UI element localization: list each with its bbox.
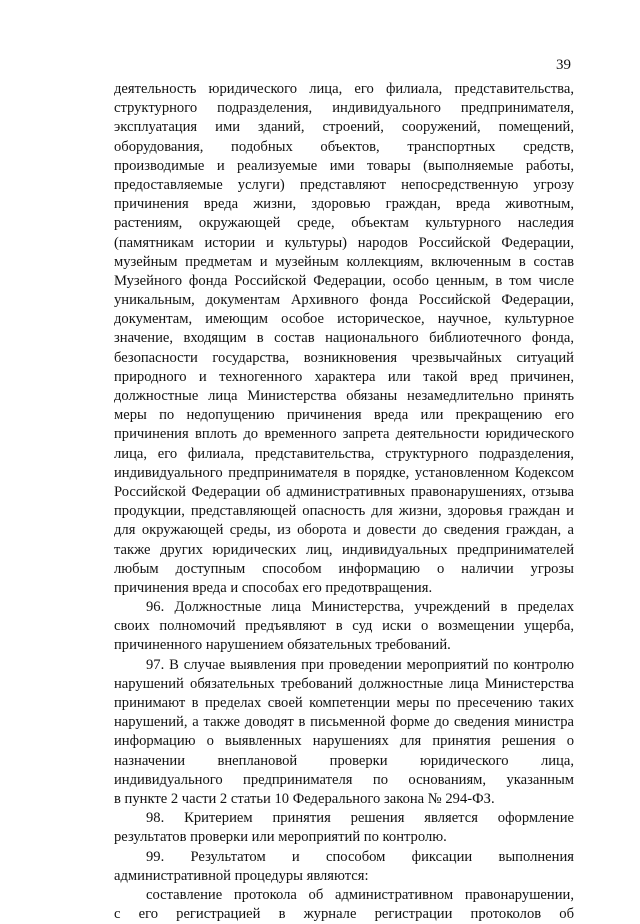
text-line: 97. В случае выявления при проведении мероприятий по контролю [146,656,574,673]
text-line: документам, имеющим особое историческое, научное, культурное [114,311,574,328]
text-line: также других юридических лиц, индивидуальных предпринимателей [114,541,574,558]
text-line: индивидуального предпринимателя в порядке, установленном Кодексом [114,464,574,481]
text-line: в пункте 2 части 2 статьи 10 Федерального закона № 294-ФЗ. [114,790,495,807]
text-line: своих полномочий предъявляют в суд иски о возмещении ущерба, [114,618,574,635]
text-line: для окружающей среды, из оборота и довести до сведения граждан, а [114,522,574,539]
text-line: деятельность юридического лица, его филиала, представительства, [114,81,574,97]
text-line: причинения вреда жизни, здоровью граждан, вреда животным, [114,196,574,213]
page-number: 39 [556,57,571,73]
text-line: результатов проверки или мероприятий по контролю. [114,829,447,846]
text-line: назначении внеплановой проверки юридического лица, [114,752,574,769]
text-line: административной процедуры являются: [114,867,369,884]
text-line: растениям, окружающей среде, объектам культурного наследия [114,215,574,232]
text-line: производимые и реализуемые ими товары (выполняемые работы, [114,157,574,174]
text-line: 98. Критерием принятия решения является оформление [146,810,574,827]
text-line: нарушений обязательных требований должностные лица Министерства [114,675,574,692]
text-line: предоставляемые услуги) представляют непосредственную угрозу [114,176,574,193]
text-line: нарушений, а также доводят в письменной форме до сведения министра [114,714,574,731]
text-line: значение, входящим в состав национального библиотечного фонда, [114,330,574,347]
text-line: информацию о выявленных нарушениях для принятия решения о [114,733,574,750]
document-body [114,80,574,924]
text-line: безопасности государства, возникновения чрезвычайных ситуаций [114,349,574,366]
text-line: составление протокола об административном правонарушении, [146,886,574,903]
text-line: структурного подразделения, индивидуального предпринимателя, [114,100,574,117]
text-line: продукции, представляющей опасность для жизни, здоровья граждан и [114,503,574,520]
text-line: принимают в пределах своей компетенции меры по пресечению таких [114,695,574,711]
text-line: должностные лица Министерства обязаны незамедлительно принять [114,388,574,404]
text-line: Музейного фонда Российской Федерации, особо ценным, в том числе [114,272,574,289]
text-line: (памятникам истории и культуры) народов Российской Федерации, [114,234,574,251]
text-line: с его регистрацией в журнале регистрации протоколов об [114,906,574,923]
text-line: причинения вреда и способах его предотвращения. [114,579,433,596]
text-line: уникальным, документам Архивного фонда Российской Федерации, [114,292,574,309]
text-line: любым доступным способом информацию о наличии угрозы [114,560,574,577]
text-line: природного и техногенного характера или такой вред причинен, [114,368,574,385]
text-line: 96. Должностные лица Министерства, учреждений в пределах [146,599,574,616]
text-line: причиненного нарушением обязательных требований. [114,637,451,654]
text-line: Российской Федерации об административных правонарушениях, отзыва [114,483,574,500]
text-line: эксплуатация ими зданий, строений, сооружений, помещений, [114,119,574,136]
text-line: причинения вплоть до временного запрета деятельности юридического [114,426,574,443]
text-line: лица, его филиала, представительства, структурного подразделения, [114,445,574,462]
text-line: оборудования, подобных объектов, транспортных средств, [114,138,574,155]
text-line: музейным предметам и музейным коллекциям, включенным в состав [114,253,574,270]
text-line: индивидуального предпринимателя по основаниям, указанным [114,771,574,788]
text-line: меры по недопущению причинения вреда или прекращению его [114,407,574,424]
text-line: 99. Результатом и способом фиксации выполнения [146,848,574,865]
